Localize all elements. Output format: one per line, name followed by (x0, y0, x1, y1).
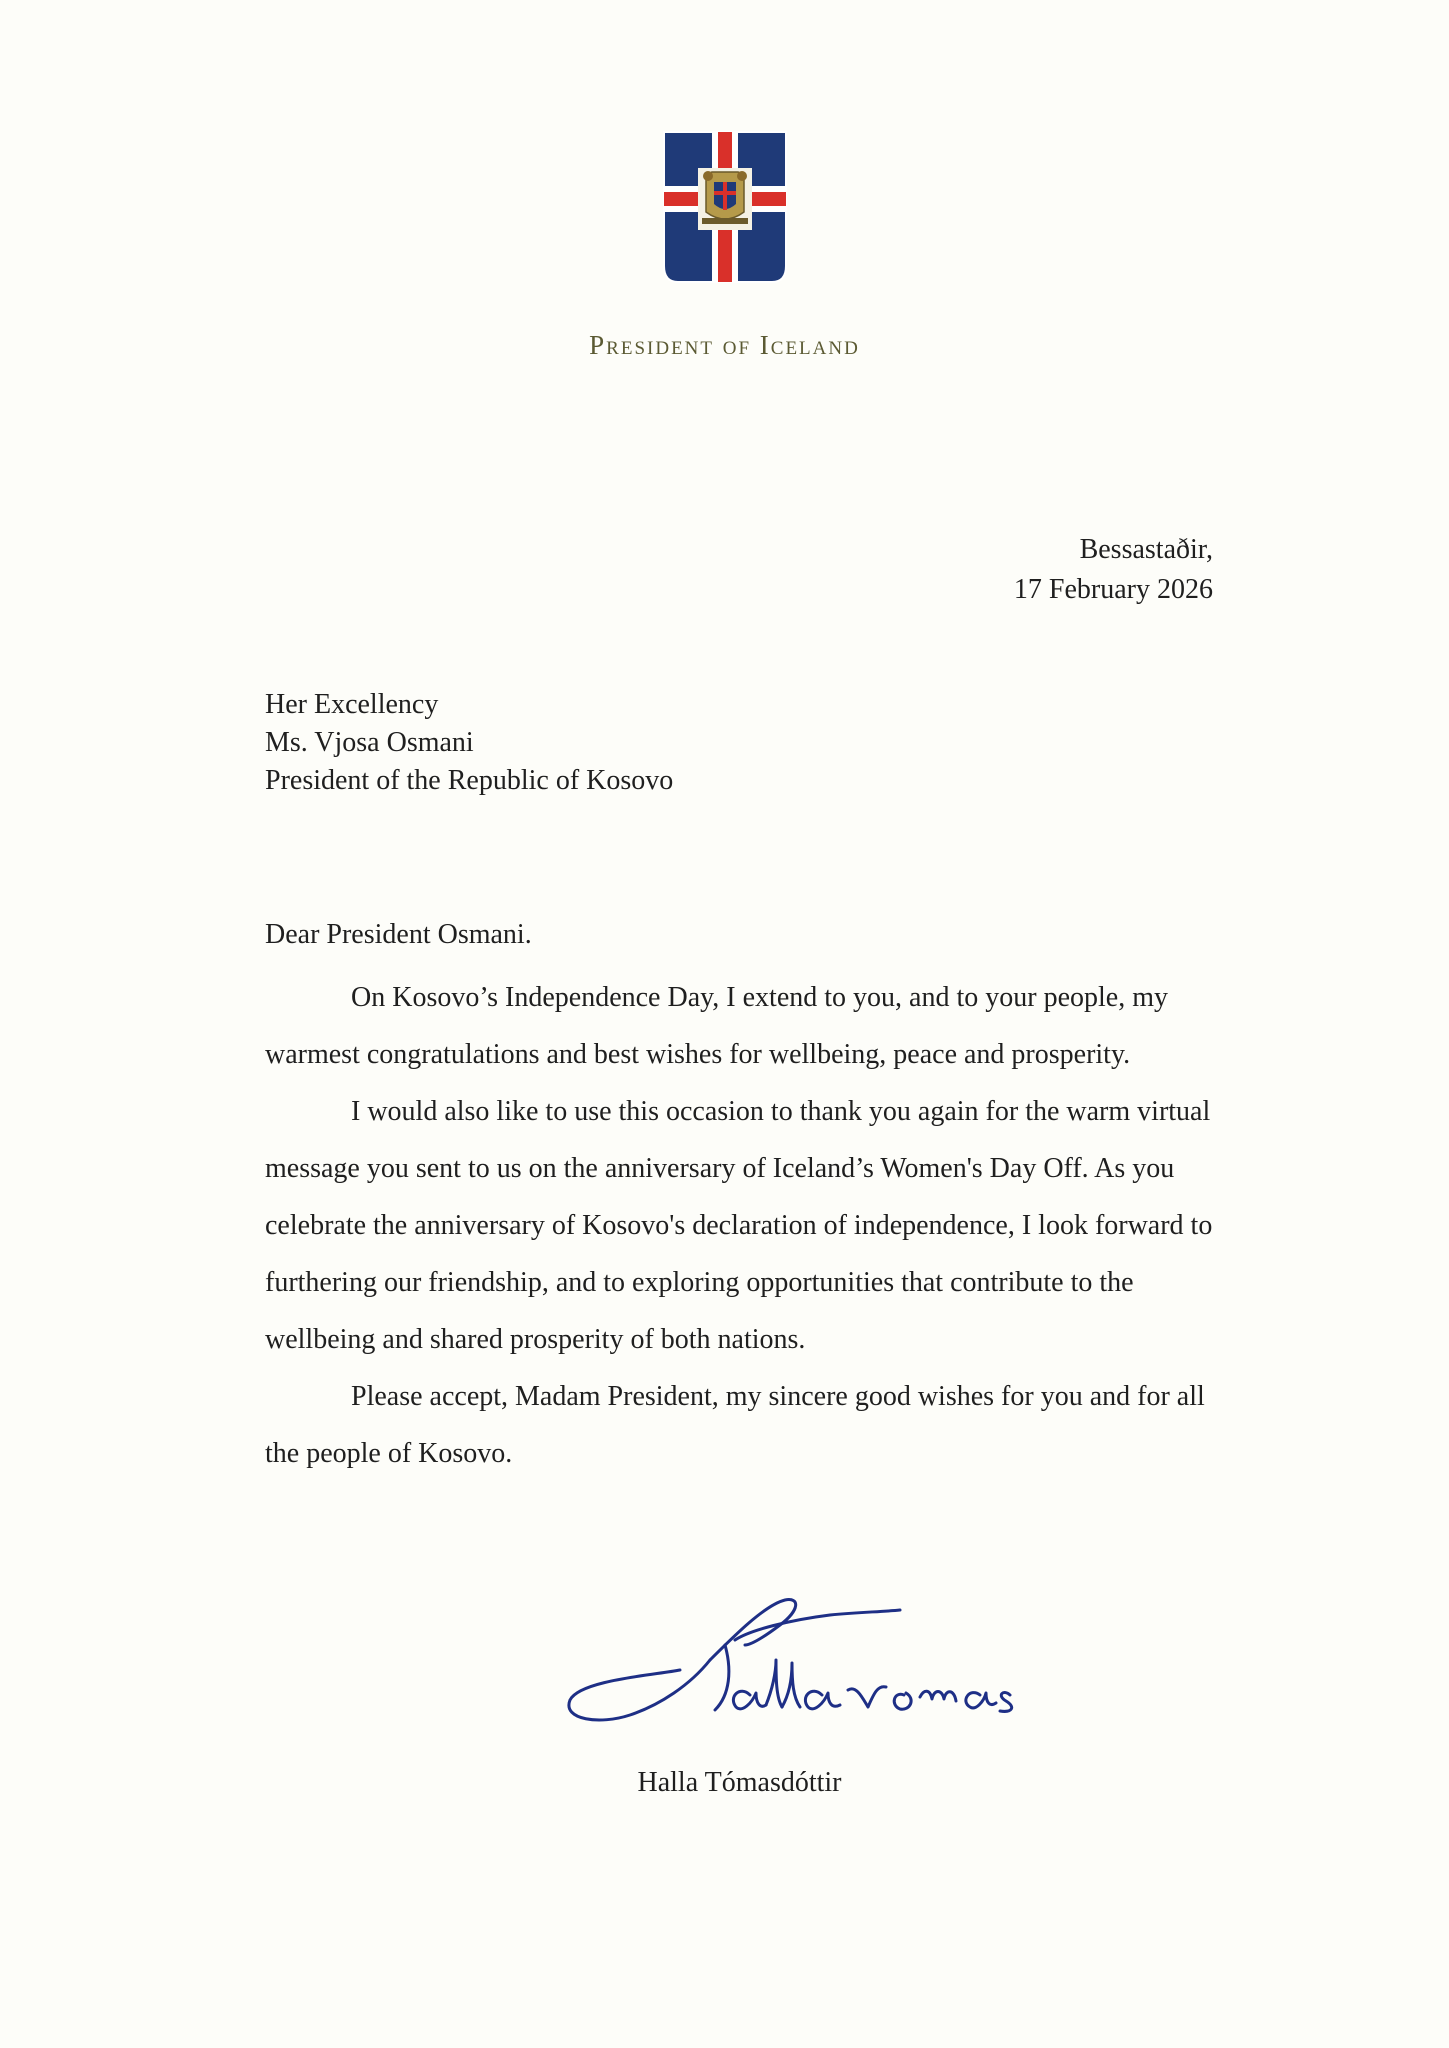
letter-body (265, 913, 1215, 1482)
paragraph-2: I would also like to use this occasion to thank you again for the warm virtual message you sent to us on the anniversary of Iceland’s Women's Day Off. As you celebrate the anniversary of Kosovo's declaration of independence, I look forward to furthering our friendship, and to exploring opportunities that contribute to the wellbeing and shared prosperity of both nations. (265, 1096, 1213, 1355)
addressee-title: President of the Republic of Kosovo (265, 765, 674, 796)
iceland-coat-of-arms-icon (662, 130, 788, 286)
letterhead-title: President of Iceland (589, 330, 860, 360)
letter-date: 17 February 2026 (1013, 574, 1213, 605)
addressee-name: Ms. Vjosa Osmani (265, 727, 474, 758)
paragraph-1: On Kosovo’s Independence Day, I extend to you, and to your people, my warmest congratulations and best wishes for wellbeing, peace and prosperity. (265, 982, 1168, 1070)
salutation: Dear President Osmani. (265, 919, 532, 950)
letter-place: Bessastaðir, (1079, 534, 1213, 565)
handwritten-signature (560, 1585, 1040, 1755)
place-date-block (1014, 530, 1213, 610)
signer-name: Halla Tómasdóttir (637, 1767, 842, 1798)
addressee-honorific: Her Excellency (265, 689, 439, 720)
addressee-block (265, 686, 673, 800)
paragraph-3: Please accept, Madam President, my sincere good wishes for you and for all the people of Kosovo. (265, 1381, 1205, 1469)
